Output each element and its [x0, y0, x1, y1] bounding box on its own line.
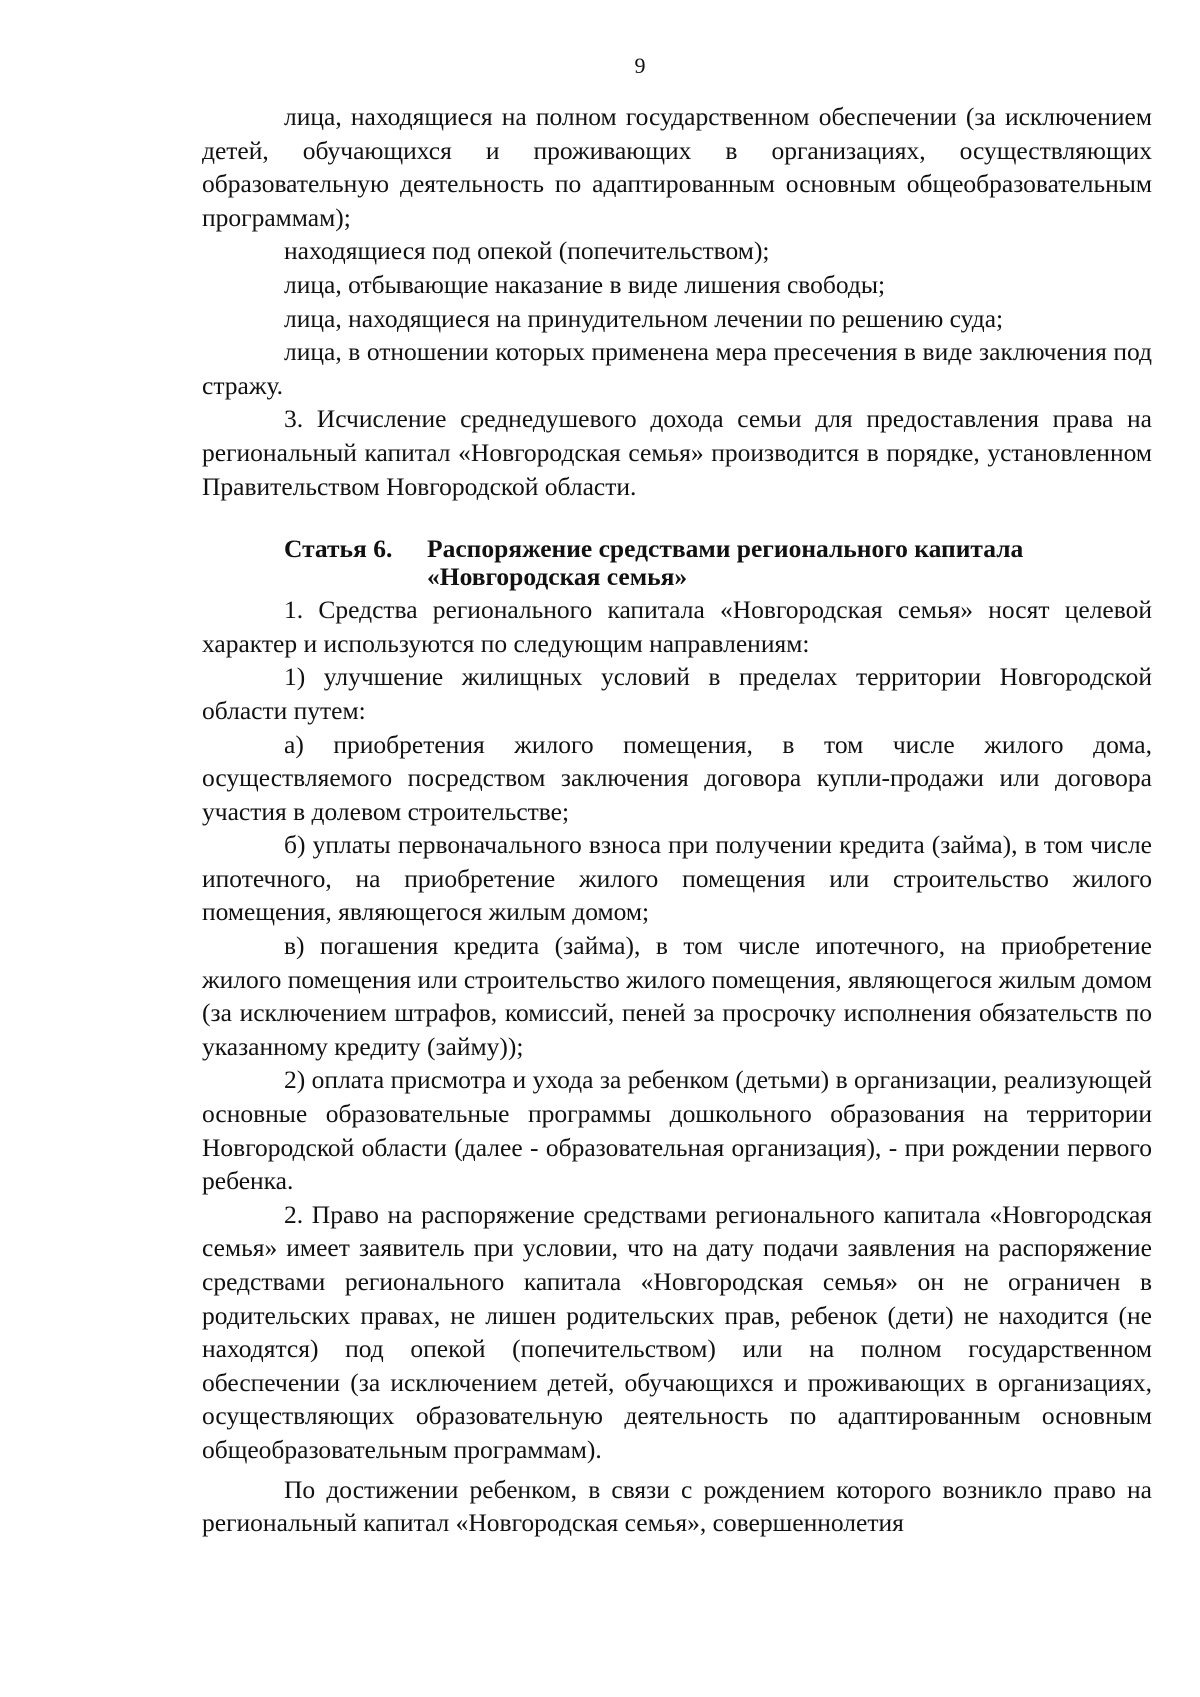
paragraph-childcare: 2) оплата присмотра и ухода за ребенком (детьми) в организации, реализующей основные образовательные программы дошкольного образования на территории Новгородской области (далее - образовательная организация), - при рождении первого ребенка. [202, 1065, 1152, 1196]
page-number: 9 [634, 53, 646, 78]
paragraph-imprisonment: лица, отбывающие наказание в виде лишения свободы; [284, 269, 886, 299]
article-title: Распоряжение средствами регионального капитала «Новгородская семья» [427, 534, 1024, 592]
paragraph-detention: лица, в отношении которых применена мера пресечения в виде заключения под стражу. [202, 337, 1152, 400]
article-number: Статья 6. [284, 534, 393, 564]
paragraph-right-to-dispose: 2. Право на распоряжение средствами регионального капитала «Новгородская семья» имеет заявитель при условии, что на дату подачи заявления на распоряжение средствами регионального капитала «Новгородская семья» он не ограничен в родительских правах, не лишен родительских прав, ребенок (дети) не находится (не находятся) под опекой (попечительством) или на полном государственном обеспечении (за исключением детей, обучающихся и проживающих в организациях, осуществляющих образовательную деятельность по адаптированным основным общеобразовательным программам). [202, 1199, 1152, 1464]
paragraph-purposes: 1. Средства регионального капитала «Новгородская семья» носят целевой характер и используются по следующим направлениям: [202, 595, 1152, 658]
paragraph-housing-a: а) приобретения жилого помещения, в том числе жилого дома, осуществляемого посредством заключения договора купли-продажи или договора участия в долевом строительстве; [202, 729, 1152, 826]
paragraph-compulsory-treatment: лица, находящиеся на принудительном лечении по решению суда; [284, 303, 1004, 333]
paragraph-guardianship: находящиеся под опекой (попечительством); [284, 236, 770, 266]
paragraph-state-care: лица, находящиеся на полном государственном обеспечении (за исключением детей, обучающихся и проживающих в организациях, осуществляющих образовательную деятельность по адаптированным основным общеобразовательным программам); [202, 102, 1152, 232]
paragraph-income-calculation: 3. Исчисление среднедушевого дохода семьи для предоставления права на региональный капитал «Новгородская семья» производится в порядке, установленном Правительством Новгородской области. [202, 404, 1152, 501]
paragraph-housing-b: б) уплаты первоначального взноса при получении кредита (займа), в том числе ипотечного, на приобретение жилого помещения или строительство жилого помещения, являющегося жилым домом; [202, 830, 1152, 927]
document-body [202, 100, 1152, 1540]
paragraph-housing: 1) улучшение жилищных условий в пределах территории Новгородской области путем: [202, 662, 1152, 725]
paragraph-housing-c: в) погашения кредита (займа), в том числе ипотечного, на приобретение жилого помещения или строительство жилого помещения, являющегося жилым домом (за исключением штрафов, комиссий, пеней за просрочку исполнения обязательств по указанному кредиту (займу)); [202, 931, 1152, 1061]
article-heading [284, 535, 1152, 591]
paragraph-majority: По достижении ребенком, в связи с рождением которого возникло право на региональный капитал «Новгородская семья», совершеннолетия [202, 1474, 1152, 1538]
